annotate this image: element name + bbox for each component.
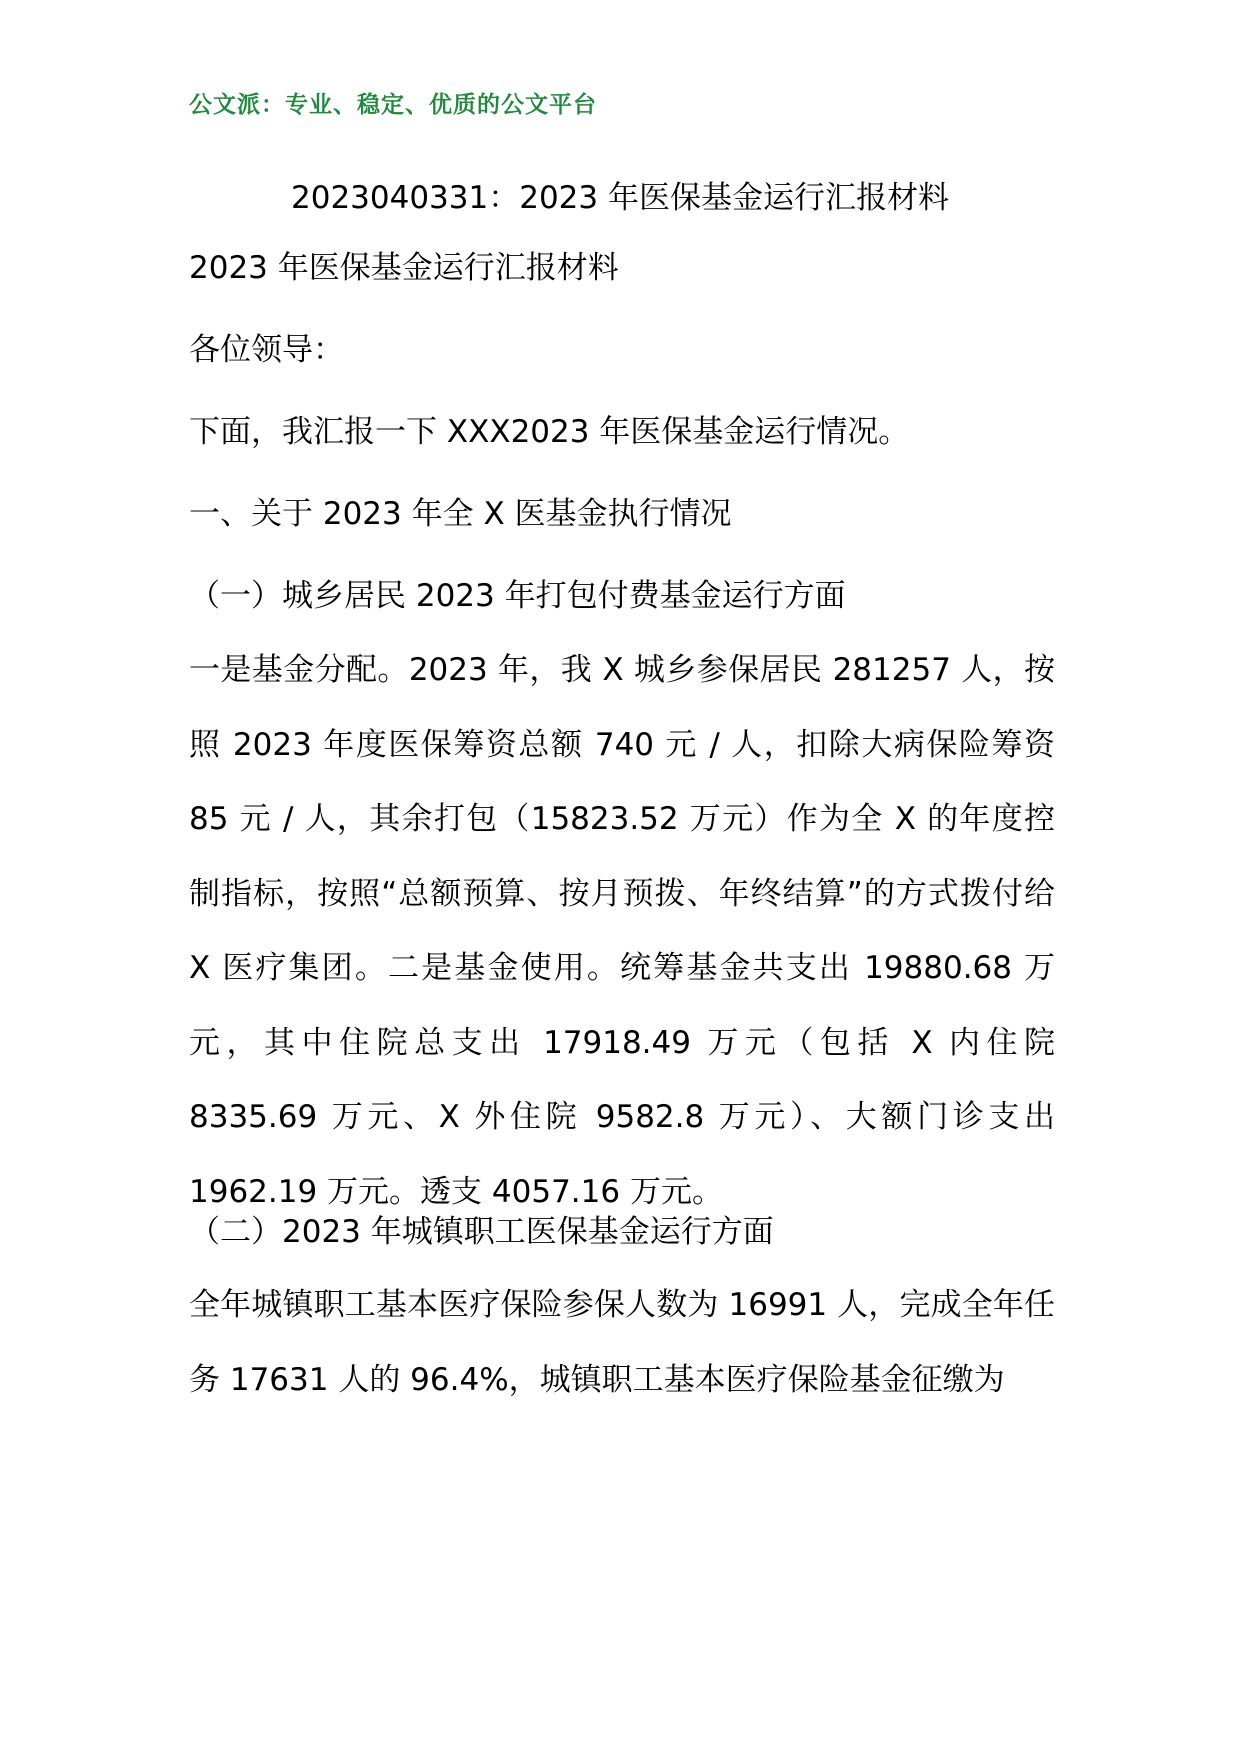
- document-subtitle: 2023 年医保基金运行汇报材料: [189, 250, 619, 286]
- subsection-heading-2: （二）2023 年城镇职工医保基金运行方面: [189, 1214, 774, 1250]
- subsection-1-body: 一是基金分配。2023 年，我 X 城乡参保居民 281257 人，按照 2023 年度医保筹资总额 740 元 / 人，扣除大病保险筹资 85 元 / 人，其余打包（15823.52 万元）作为全 X 的年度控制指标，按照“总额预算、按月预拨、年终结算”的方式拨付给 X 医疗集团。二是基金使用。统筹基金共支出 19880.68 万元，其中住院总支出 17918.49 万元（包括 X 内住院 8335.69 万元、X 外住院 9582.8 万元）、大额门诊支出 1962.19 万元。透支 4057.16 万元。: [189, 652, 1055, 1210]
- section-heading-1: 一、关于 2023 年全 X 医基金执行情况: [189, 496, 732, 532]
- salutation: 各位领导：: [189, 332, 344, 368]
- subsection-2-body: 全年城镇职工基本医疗保险参保人数为 16991 人，完成全年任务 17631 人的 96.4%，城镇职工基本医疗保险基金征缴为: [189, 1287, 1055, 1398]
- document-title: 2023040331：2023 年医保基金运行汇报材料: [291, 180, 949, 216]
- brand-header: 公文派：专业、稳定、优质的公文平台: [189, 92, 597, 118]
- subsection-heading-1: （一）城乡居民 2023 年打包付费基金运行方面: [189, 578, 846, 614]
- intro-paragraph: 下面，我汇报一下 XXX2023 年医保基金运行情况。: [189, 414, 910, 450]
